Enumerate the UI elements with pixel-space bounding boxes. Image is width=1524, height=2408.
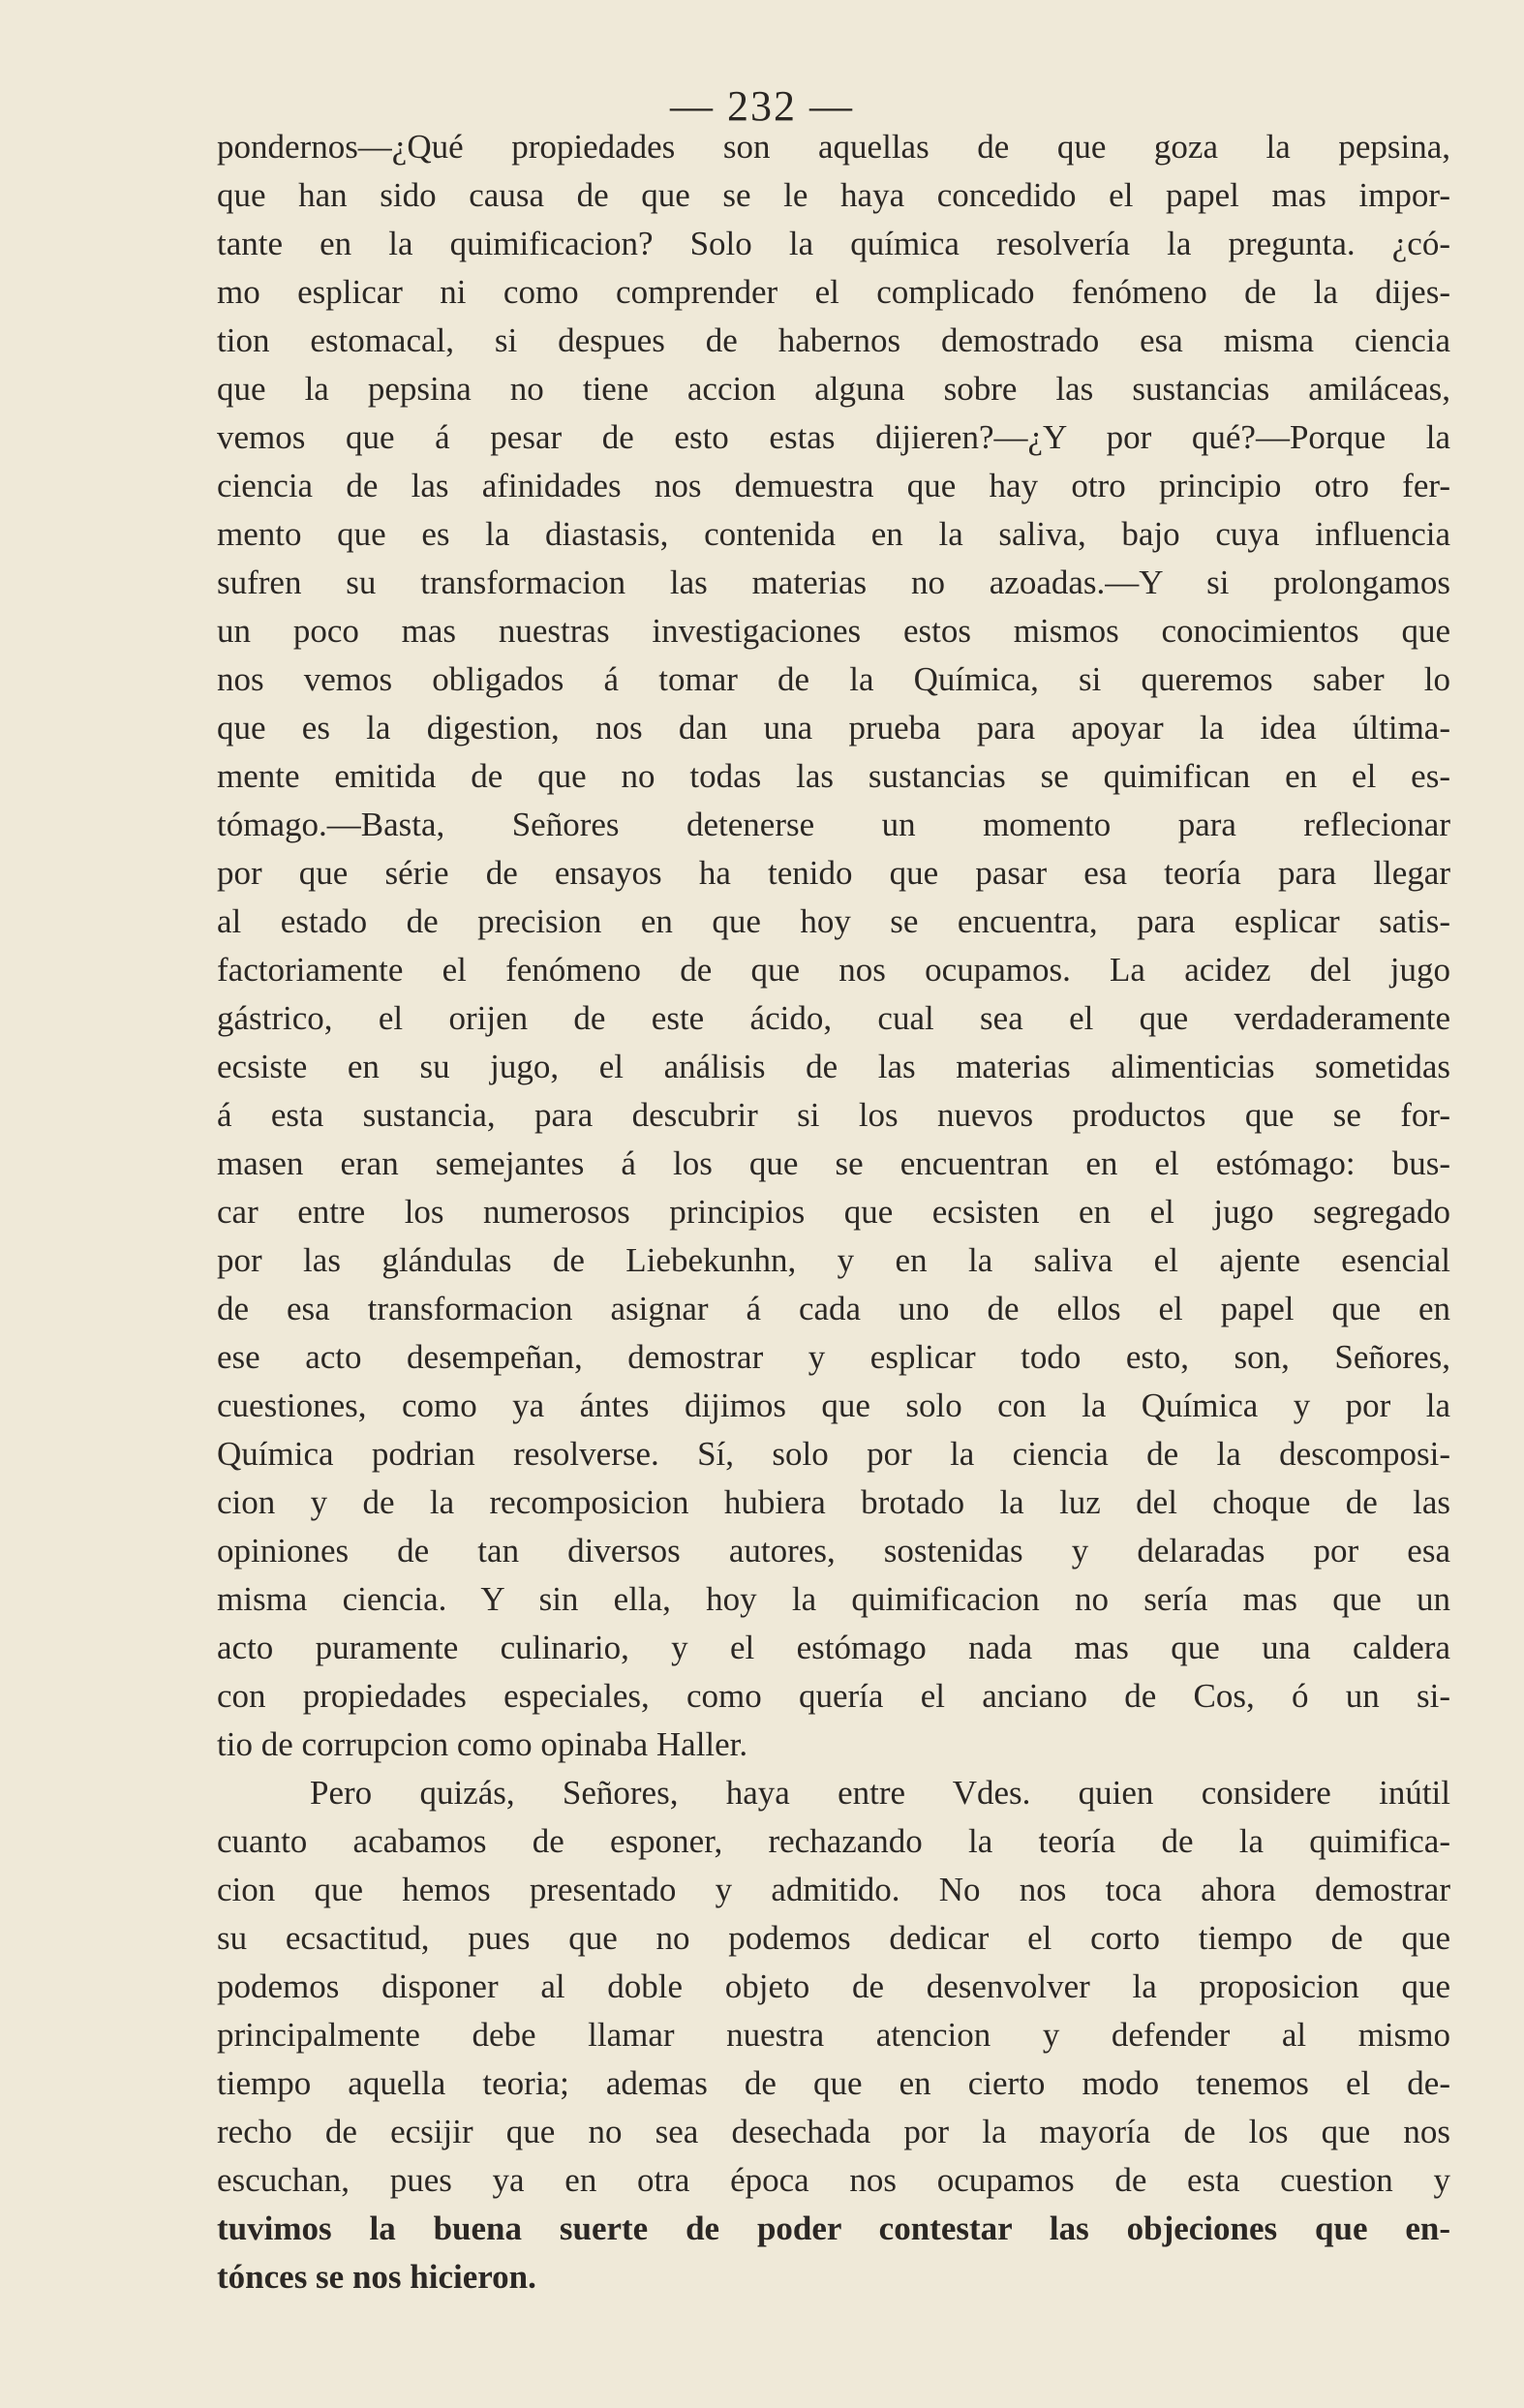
text-line: ciencia de las afinidades nos demuestra que hay otro principio otro fer- (217, 467, 1450, 504)
text-line: principalmente debe llamar nuestra atencion y defender al mismo (217, 2016, 1450, 2054)
text-line: sufren su transformacion las materias no azoadas.—Y si prolongamos (217, 564, 1450, 601)
text-line: por que série de ensayos ha tenido que pasar esa teoría para llegar (217, 854, 1450, 892)
text-line: misma ciencia. Y sin ella, hoy la quimificacion no sería mas que un (217, 1580, 1450, 1618)
text-line: un poco mas nuestras investigaciones estos mismos conocimientos que (217, 612, 1450, 650)
text-line: podemos disponer al doble objeto de desenvolver la proposicion que (217, 1967, 1450, 2005)
text-line: recho de ecsijir que no sea desechada por la mayoría de los que nos (217, 2113, 1450, 2150)
text-line: mento que es la diastasis, contenida en la saliva, bajo cuya influencia (217, 515, 1450, 553)
text-line: tiempo aquella teoria; ademas de que en cierto modo tenemos el de- (217, 2064, 1450, 2102)
paragraph-last-line: tónces se nos hicieron. (217, 2258, 536, 2296)
text-line: acto puramente culinario, y el estómago nada mas que una caldera (217, 1629, 1450, 1666)
page-number: — 232 — (670, 82, 854, 130)
text-line: que han sido causa de que se le haya concedido el papel mas impor- (217, 176, 1450, 214)
text-line: Química podrian resolverse. Sí, solo por la ciencia de la descomposi- (217, 1435, 1450, 1473)
paragraph-last-line: tio de corrupcion como opinaba Haller. (217, 1725, 748, 1763)
text-line: nos vemos obligados á tomar de la Química, si queremos saber lo (217, 660, 1450, 698)
text-line: opiniones de tan diversos autores, sostenidas y delaradas por esa (217, 1532, 1450, 1570)
text-line: cion y de la recomposicion hubiera brotado la luz del choque de las (217, 1483, 1450, 1521)
text-line: cuanto acabamos de esponer, rechazando la teoría de la quimifica- (217, 1822, 1450, 1860)
text-line: de esa transformacion asignar á cada uno de ellos el papel que en (217, 1290, 1450, 1327)
text-line: á esta sustancia, para descubrir si los nuevos productos que se for- (217, 1096, 1450, 1134)
text-line: vemos que á pesar de esto estas dijieren?—¿Y por qué?—Porque la (217, 418, 1450, 456)
text-line: por las glándulas de Liebekunhn, y en la saliva el ajente esencial (217, 1241, 1450, 1279)
text-line: tion estomacal, si despues de habernos demostrado esa misma ciencia (217, 321, 1450, 359)
text-line: tómago.—Basta, Señores detenerse un momento para reflecionar (217, 806, 1450, 843)
text-line: factoriamente el fenómeno de que nos ocupamos. La acidez del jugo (217, 951, 1450, 989)
text-line: tante en la quimificacion? Solo la química resolvería la pregunta. ¿có- (217, 225, 1450, 262)
text-line: su ecsactitud, pues que no podemos dedicar el corto tiempo de que (217, 1919, 1450, 1957)
text-line: pondernos—¿Qué propiedades son aquellas de que goza la pepsina, (217, 128, 1450, 166)
text-line: mente emitida de que no todas las sustancias se quimifican en el es- (217, 757, 1450, 795)
text-line: escuchan, pues ya en otra época nos ocupamos de esta cuestion y (217, 2161, 1450, 2199)
text-line: ese acto desempeñan, demostrar y esplicar todo esto, son, Señores, (217, 1338, 1450, 1376)
text-line: cion que hemos presentado y admitido. No nos toca ahora demostrar (217, 1871, 1450, 1908)
text-line: gástrico, el orijen de este ácido, cual sea el que verdaderamente (217, 999, 1450, 1037)
text-line: ecsiste en su jugo, el análisis de las materias alimenticias sometidas (217, 1048, 1450, 1085)
text-line: cuestiones, como ya ántes dijimos que solo con la Química y por la (217, 1387, 1450, 1424)
text-line: mo esplicar ni como comprender el complicado fenómeno de la dijes- (217, 273, 1450, 311)
paragraph-first-line: Pero quizás, Señores, haya entre Vdes. quien considere inútil (310, 1774, 1450, 1812)
text-line: que la pepsina no tiene accion alguna sobre las sustancias amiláceas, (217, 370, 1450, 408)
text-line: al estado de precision en que hoy se encuentra, para esplicar satis- (217, 902, 1450, 940)
text-line: car entre los numerosos principios que ecsisten en el jugo segregado (217, 1193, 1450, 1231)
text-line: que es la digestion, nos dan una prueba para apoyar la idea última- (217, 709, 1450, 747)
text-line: tuvimos la buena suerte de poder contestar las objeciones que en- (217, 2210, 1450, 2247)
text-line: con propiedades especiales, como quería el anciano de Cos, ó un si- (217, 1677, 1450, 1715)
text-line: masen eran semejantes á los que se encuentran en el estómago: bus- (217, 1144, 1450, 1182)
